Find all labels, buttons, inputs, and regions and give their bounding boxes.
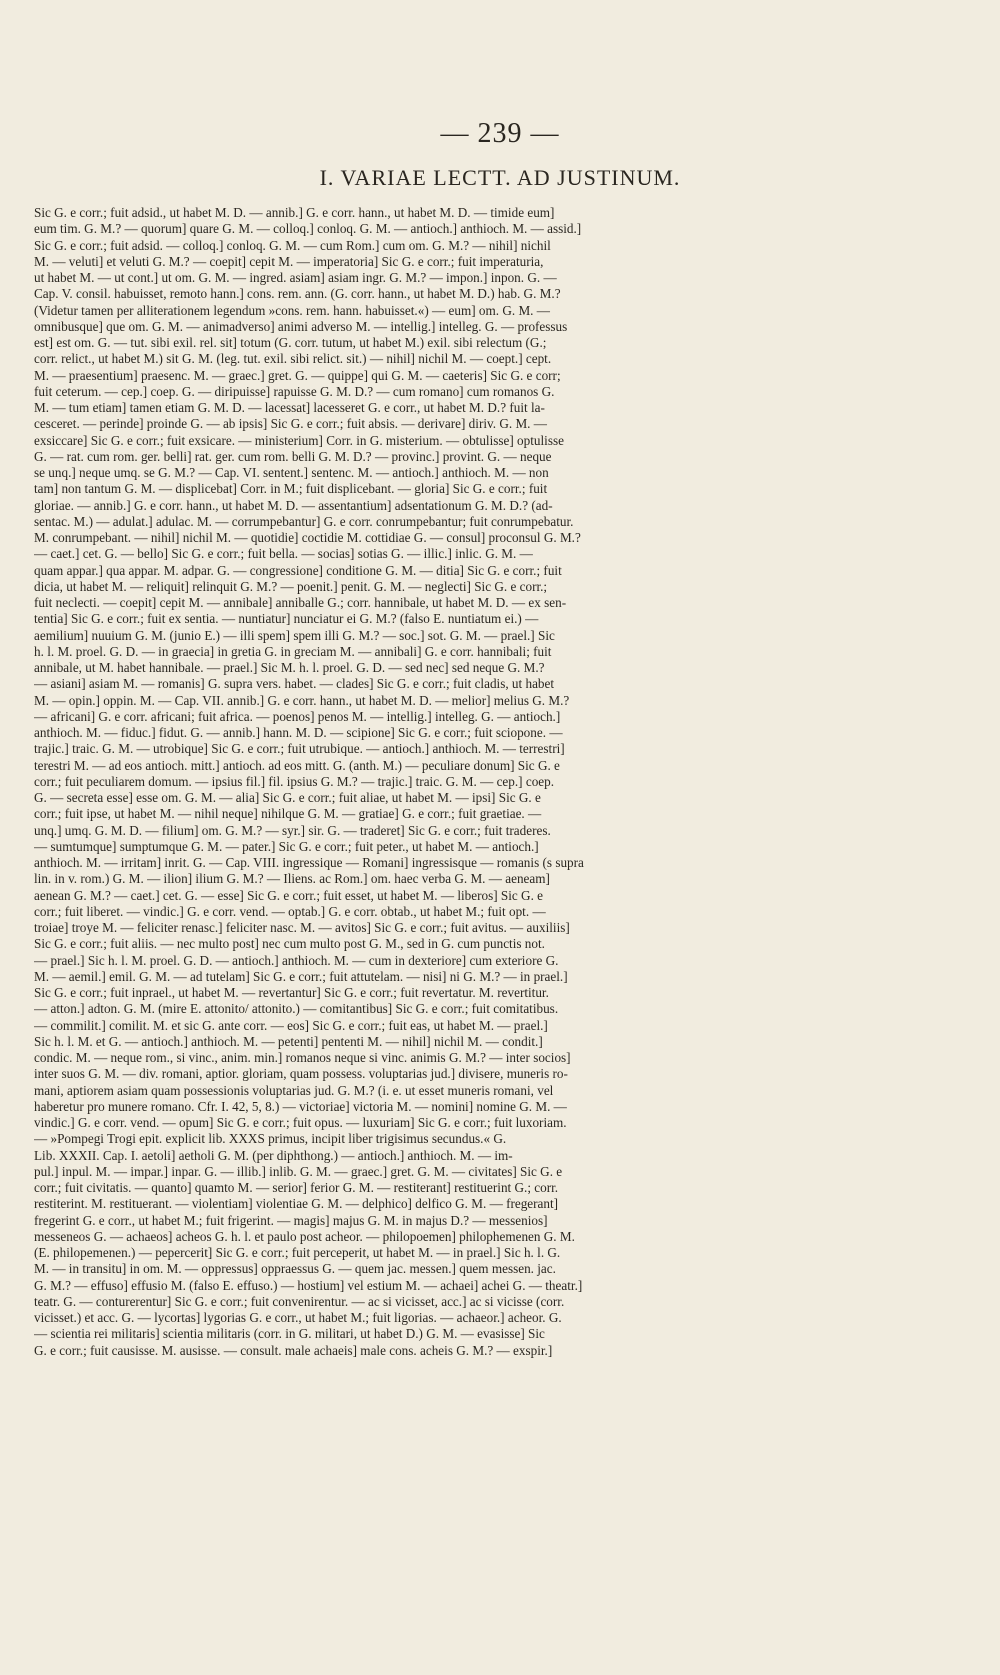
- text-line: (E. philopemenen.) — pepercerit] Sic G. e corr.; fuit perceperit, ut habet M. — in prael.] Sic h. l. G.: [34, 1245, 561, 1260]
- text-line: G. e corr.; fuit causisse. M. ausisse. — consult. male achaeis] male cons. acheis G. M.? — exspir.]: [34, 1342, 553, 1358]
- text-line: M. conrumpebant. — nihil] nichil M. — quotidie] coctidie M. cottidiae G. — consul] proconsul G. M.?: [34, 530, 581, 545]
- text-line: inter suos G. M. — div. romani, aptior. gloriam, quam possess. voluptarias jud.] divisere, muneris ro-: [34, 1066, 568, 1082]
- text-line: — caet.] cet. G. — bello] Sic G. e corr.; fuit bella. — socias] sotias G. — illic.] inlic. G. M. —: [34, 546, 533, 562]
- text-line: — sumtumque] sumptumque G. M. — pater.] Sic G. e corr.; fuit peter., ut habet M. — antioch.]: [34, 838, 539, 854]
- text-line: (Videtur tamen per alliterationem legendum »cons. rem. hann. habuisset.«) — eum] om. G. M. —: [34, 302, 550, 318]
- text-line: aemilium] nuuium G. M. (junio E.) — illi spem] spem illi G. M.? — soc.] sot. G. M. — prael.] Sic: [34, 627, 555, 643]
- text-line: tam] non tantum G. M. — displicebat] Corr. in M.; fuit displicebant. — gloria] Sic G. e corr.; fuit: [34, 481, 548, 497]
- text-line: — scientia rei militaris] scientia militaris (corr. in G. militari, ut habet D.) G. M. — evasisse] Sic: [34, 1326, 545, 1342]
- text-line: messeneos G. — achaeos] acheos G. h. l. et paulo post acheor. — philopoemen] philophemenen G. M.: [34, 1228, 575, 1244]
- text-line: gloriae. — annib.] G. e corr. hann., ut habet M. D. — assentantium] adsentationum G. M. D.? (ad-: [34, 497, 553, 513]
- text-line: — africani] G. e corr. africani; fuit africa. — poenos] penos M. — intellig.] intelleg. G. — antioch.]: [34, 708, 561, 724]
- text-line: — commilit.] comilit. M. et sic G. ante corr. — eos] Sic G. e corr.; fuit eas, ut habet M. — prael.]: [34, 1017, 548, 1033]
- text-line: M. — in transitu] in om. M. — oppressus] oppraessus G. — quem jac. messen.] quem messen. jac.: [34, 1261, 556, 1277]
- text-line: quam appar.] qua appar. M. adpar. G. — congressione] conditione G. M. — ditia] Sic G. e corr.; fuit: [34, 562, 562, 578]
- text-line: M. — veluti] et veluti G. M.? — coepit] cepit M. — imperatoria] Sic G. e corr.; fuit imperaturia,: [34, 253, 544, 269]
- text-line: haberetur pro munere romano. Cfr. I. 42, 5, 8.) — victoriae] victoria M. — nomini] nomine G. M. —: [34, 1098, 567, 1114]
- text-line: anthioch. M. — irritam] inrit. G. — Cap. VIII. ingressique — Romani] ingressisque — romanis (s supra: [34, 855, 584, 870]
- text-line: corr.; fuit peculiarem domum. — ipsius fil.] fil. ipsius G. M.? — trajic.] traic. G. M. — cep.] coep.: [34, 773, 555, 789]
- text-line: Sic G. e corr.; fuit aliis. — nec multo post] nec cum multo post G. M., sed in G. cum punctis not.: [34, 936, 545, 952]
- text-line: Lib. XXXII. Cap. I. aetoli] aetholi G. M. (per diphthong.) — antioch.] anthioch. M. — im-: [34, 1147, 513, 1163]
- text-line: vicisset.) et acc. G. — lycortas] lygorias G. e corr., ut habet M.; fuit ligorias. — achaeor.] acheor. G.: [34, 1310, 562, 1325]
- text-line: ut habet M. — ut cont.] ut om. G. M. — ingred. asiam] asiam ingr. G. M.? — impon.] inpon. G. —: [34, 270, 557, 285]
- text-line: aenean G. M.? — caet.] cet. G. — esse] Sic G. e corr.; fuit esset, ut habet M. — liberos] Sic G. e: [34, 887, 544, 903]
- text-line: corr.; fuit liberet. — vindic.] G. e corr. vend. — optab.] G. e corr. obtab., ut habet M.; fuit opt. —: [34, 903, 546, 919]
- text-line: dicia, ut habet M. — reliquit] relinquit G. M.? — poenit.] penit. G. M. — neglecti] Sic G. e corr.;: [34, 578, 548, 594]
- text-line: troiae] troye M. — feliciter renasc.] feliciter nasc. M. — avitos] Sic G. e corr.; fuit avitus. — auxiliis]: [34, 920, 570, 935]
- text-line: fuit neclecti. — coepit] cepit M. — annibale] anniballe G.; corr. hannibale, ut habet M. D. — ex sen-: [34, 595, 567, 610]
- text-line: terestri M. — ad eos antioch. mitt.] antioch. ad eos mitt. G. (anth. M.) — peculiare donum] Sic G. e: [34, 757, 560, 773]
- page-number: — 239 —: [440, 118, 560, 149]
- text-line: se unq.] neque umq. se G. M.? — Cap. VI. sentent.] sentenc. M. — antioch.] anthioch. M. — non: [34, 465, 549, 480]
- text-line: Sic G. e corr.; fuit inprael., ut habet M. — revertantur] Sic G. e corr.; fuit revertatur. M. revertitur.: [34, 985, 549, 1000]
- text-line: mani, aptiorem asiam quam possessionis voluptarias jud. G. M.? (i. e. ut esset muneris romani, vel: [34, 1082, 554, 1098]
- text-line: eum tim. G. M.? — quorum] quare G. M. — colloq.] conloq. G. M. — antioch.] anthioch. M. — assid.]: [34, 221, 582, 237]
- text-line: annibale, ut M. habet hannibale. — prael.] Sic M. h. l. proel. G. D. — sed nec] sed neque G. M.?: [34, 660, 545, 675]
- text-line: tentia] Sic G. e corr.; fuit ex sentia. — nuntiatur] nunciatur ei G. M.? (falso E. nuntiatum ei.) —: [34, 611, 539, 627]
- text-line: M. — tum etiam] tamen etiam G. M. D. — lacessat] lacesseret G. e corr., ut habet M. D.? fuit la-: [34, 400, 545, 415]
- text-line: vindic.] G. e corr. vend. — opum] Sic G. e corr.; fuit opus. — luxuriam] Sic G. e corr.; fuit luxoriam.: [34, 1115, 567, 1130]
- text-line: teatr. G. — conturerentur] Sic G. e corr.; fuit convenirentur. — ac si vicisset, acc.] ac si vicisse (corr.: [34, 1293, 565, 1309]
- text-line: — prael.] Sic h. l. M. proel. G. D. — antioch.] anthioch. M. — cum in dexteriore] cum exteriore G.: [34, 952, 559, 968]
- text-line: corr. relict., ut habet M.) sit G. M. (leg. tut. exil. sibi relict. sit.) — nihil] nichil M. — coept.] cept.: [34, 351, 552, 367]
- text-line: — asiani] asiam M. — romanis] G. supra vers. habet. — clades] Sic G. e corr.; fuit cladis, ut habet: [34, 676, 555, 692]
- text-line: — atton.] adton. G. M. (mire E. attonito/ attonito.) — comitantibus] Sic G. e corr.; fuit comitatibus.: [34, 1001, 559, 1017]
- text-line: corr.; fuit civitatis. — quanto] quamto M. — serior] ferior G. M. — restiterant] restituerint G.; corr.: [34, 1180, 559, 1195]
- text-line: pul.] inpul. M. — impar.] inpar. G. — illib.] inlib. G. M. — graec.] gret. G. M. — civitates] Sic G. e: [34, 1163, 563, 1179]
- text-line: omnibusque] que om. G. M. — animadverso] animi adverso M. — intellig.] intelleg. G. — professus: [34, 318, 568, 334]
- text-line: sentac. M.) — adulat.] adulac. M. — corrumpebantur] G. e corr. conrumpebantur; fuit conrumpebatur.: [34, 513, 574, 529]
- text-line: lin. in v. rom.) G. M. — ilion] ilium G. M.? — Iliens. ac Rom.] om. haec verba G. M. — aeneam]: [34, 871, 550, 887]
- text-line: fregerint G. e corr., ut habet M.; fuit frigerint. — magis] majus G. M. in majus D.? — messenios]: [34, 1212, 548, 1228]
- text-line: Sic G. e corr.; fuit adsid., ut habet M. D. — annib.] G. e corr. hann., ut habet M. D. — timide eum]: [34, 205, 555, 220]
- text-line: h. l. M. proel. G. D. — in graecia] in gretia G. in greciam M. — annibali] G. e corr. hannibali; fuit: [34, 643, 552, 659]
- apparatus-text: [34, 205, 912, 1359]
- text-line: fuit ceterum. — cep.] coep. G. — diripuisse] rapuisse G. M. D.? — cum romano] cum romanos G.: [34, 383, 555, 399]
- text-line: Cap. V. consil. habuisset, remoto hann.] cons. rem. ann. (G. corr. hann., ut habet M. D.) hab. G. M.?: [34, 286, 561, 302]
- text-line: G. — secreta esse] esse om. G. M. — alia] Sic G. e corr.; fuit aliae, ut habet M. — ipsi] Sic G. e: [34, 790, 541, 805]
- text-line: G. M.? — effuso] effusio M. (falso E. effuso.) — hostium] vel estium M. — achaei] achei G. — theatr.]: [34, 1277, 583, 1293]
- text-line: unq.] umq. G. M. D. — filium] om. G. M.? — syr.] sir. G. — traderet] Sic G. e corr.; fuit traderes.: [34, 822, 551, 838]
- section-title: I. VARIAE LECTT. AD JUSTINUM.: [319, 165, 681, 190]
- text-line: anthioch. M. — fiduc.] fidut. G. — annib.] hann. M. D. — scipione] Sic G. e corr.; fuit sciopone. —: [34, 725, 563, 740]
- text-line: M. — aemil.] emil. G. M. — ad tutelam] Sic G. e corr.; fuit attutelam. — nisi] ni G. M.? — in prael.]: [34, 968, 568, 984]
- text-line: G. — rat. cum rom. ger. belli] rat. ger. cum rom. belli G. M. D.? — provinc.] provint. G. — neque: [34, 448, 552, 464]
- text-line: Sic h. l. M. et G. — antioch.] anthioch. M. — petenti] pententi M. — nihil] nichil M. — condit.]: [34, 1033, 543, 1049]
- text-line: cesceret. — perinde] proinde G. — ab ipsis] Sic G. e corr.; fuit absis. — derivare] diriv. G. M. —: [34, 416, 547, 432]
- text-line: M. — opin.] oppin. M. — Cap. VII. annib.] G. e corr. hann., ut habet M. D. — melior] melius G. M.?: [34, 692, 570, 708]
- text-line: exsiccare] Sic G. e corr.; fuit exsicare. — ministerium] Corr. in G. misterium. — obtulisse] optulisse: [34, 432, 564, 448]
- text-line: condic. M. — neque rom., si vinc., anim. min.] romanos neque si vinc. animis G. M.? — inter socios]: [34, 1050, 571, 1065]
- text-line: restiterint. M. restituerant. — violentiam] violentiae G. M. — delphico] delfico G. M. — fregerant]: [34, 1196, 559, 1212]
- text-line: — »Pompegi Trogi epit. explicit lib. XXXS primus, incipit liber trigisimus secundus.« G.: [34, 1131, 507, 1147]
- text-line: M. — praesentium] praesenc. M. — graec.] gret. G. — quippe] qui G. M. — caeteris] Sic G. e corr;: [34, 367, 561, 383]
- text-line: est] est om. G. — tut. sibi exil. rel. sit] totum (G. corr. tutum, ut habet M.) exil. sibi relectum (G.;: [34, 335, 547, 350]
- text-line: Sic G. e corr.; fuit adsid. — colloq.] conloq. G. M. — cum Rom.] cum om. G. M.? — nihil] nichil: [34, 237, 551, 253]
- text-line: trajic.] traic. G. M. — utrobique] Sic G. e corr.; fuit utrubique. — antioch.] anthioch. M. — terrestri]: [34, 741, 565, 757]
- text-line: corr.; fuit ipse, ut habet M. — nihil neque] nihilque G. M. — gratiae] G. e corr.; fuit graetiae. —: [34, 806, 542, 822]
